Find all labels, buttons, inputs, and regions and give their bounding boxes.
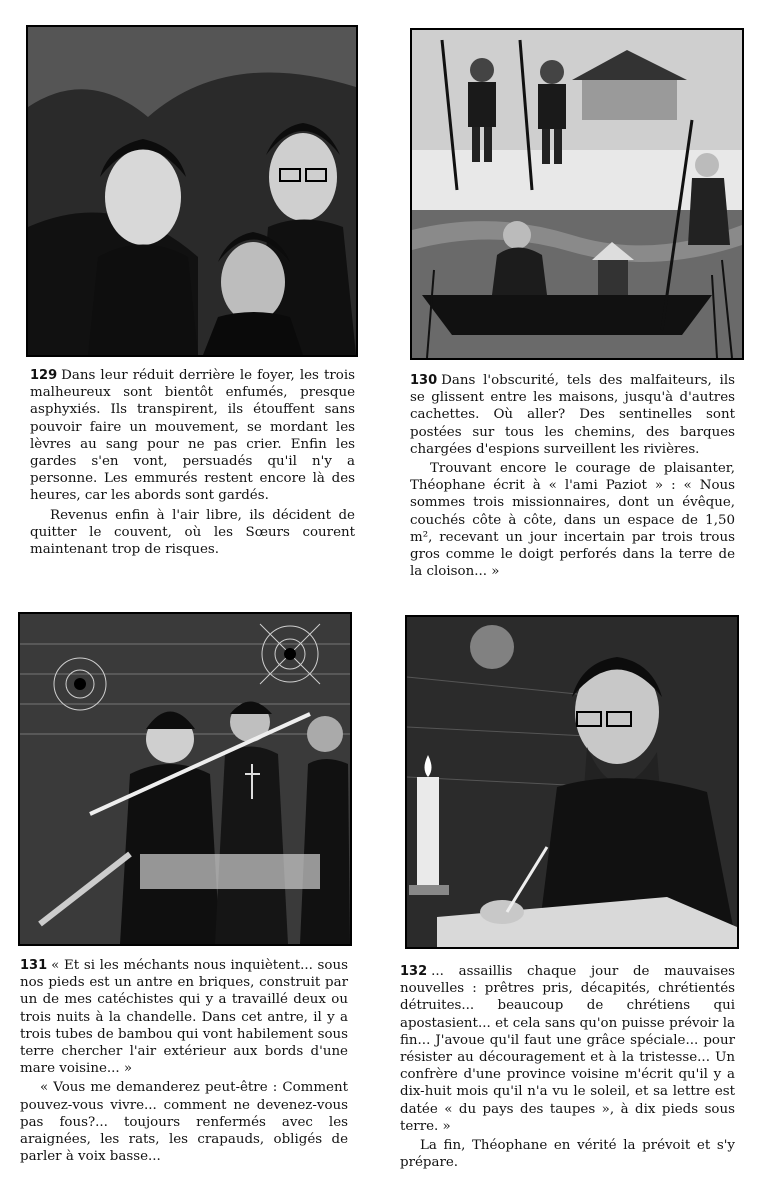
paragraph-129-2: Revenus enfin à l'air libre, ils décident de quitter le couvent, où les Sœurs courent maintenant trop de risques. [30, 507, 355, 558]
paragraph-132-2: La fin, Théophane en vérité la prévoit et s'y prépare. [400, 1138, 735, 1171]
cave-with-spiders-illustration [20, 614, 350, 944]
paragraph-131-2: « Vous me demanderez peut-être : Comment pouvez-vous vivre... comment ne devenez-vous pas fous?... toujours renfermés avec les araignées, les rats, les crapauds, obligés de parler à voix basse... [20, 1080, 348, 1165]
paragraph-131-1: « Et si les méchants nous inquiètent... sous nos pieds est un antre en briques, construit par un de mes catéchistes qui y a travaillé deux ou trois nuits à la chandelle. Dans cet antre, il y a trois tubes de bambou qui vont habilement sous terre chercher l'air extérieur aux bords d'une mare voisine... » [20, 958, 348, 1077]
illustration-130 [410, 28, 744, 360]
sentinels-and-boat-illustration [412, 30, 742, 358]
paragraph-129-1: Dans leur réduit derrière le foyer, les trois malheureux sont bientôt enfumés, presque asphyxiés. Ils transpirent, ils étouffent sans pouvoir faire un mouvement, se mordant les lèvres au sang pour ne pas crier. Enfin les gardes s'en vont, persuadés qu'il n'y a personne. Les emmurés restent encore là des heures, car les abords sont gardés. [30, 368, 355, 504]
caption-132 [400, 963, 735, 1171]
illustration-129 [26, 25, 358, 357]
illustration-131 [18, 612, 352, 946]
writing-by-candle-illustration [407, 617, 737, 947]
panel-number-129: 129 [30, 368, 58, 383]
caption-129 [30, 367, 355, 558]
paragraph-130-2: Trouvant encore le courage de plaisanter, Théophane écrit à « l'ami Paziot » : « Nous sommes trois missionnaires, dont un évêque, couchés côte à côte, dans un espace de 1,50 m², recevant un jour incertain par trois trous gros comme le doigt perforés dans la terre de la cloison... » [410, 461, 735, 580]
panel-number-132: 132 [400, 964, 428, 979]
panel-number-130: 130 [410, 373, 438, 388]
caption-130 [410, 372, 735, 580]
paragraph-132-1: ... assaillis chaque jour de mauvaises nouvelles : prêtres pris, décapités, chrétientés détruites... beaucoup de chrétiens qui apostasient... et cela sans qu'on puisse prévoir la fin... J'avoue qu'il faut une grâce spéciale... pour résister au découragement et à la tristesse... Un confrère d'une province voisine m'écrit qu'il y a dix-huit mois qu'il n'a vu le soleil, et sa lettre est datée « du pays des taupes », à dix pieds sous terre. » [400, 964, 735, 1134]
panel-number-131: 131 [20, 958, 48, 973]
caption-131 [20, 957, 348, 1165]
three-men-hiding-illustration [28, 27, 356, 355]
paragraph-130-1: Dans l'obscurité, tels des malfaiteurs, ils se glissent entre les maisons, jusqu'à d'autres cachettes. Où aller? Des sentinelles sont postées sur tous les chemins, des barques chargées d'espions surveillent les rivières. [410, 373, 735, 457]
illustration-132 [405, 615, 739, 949]
